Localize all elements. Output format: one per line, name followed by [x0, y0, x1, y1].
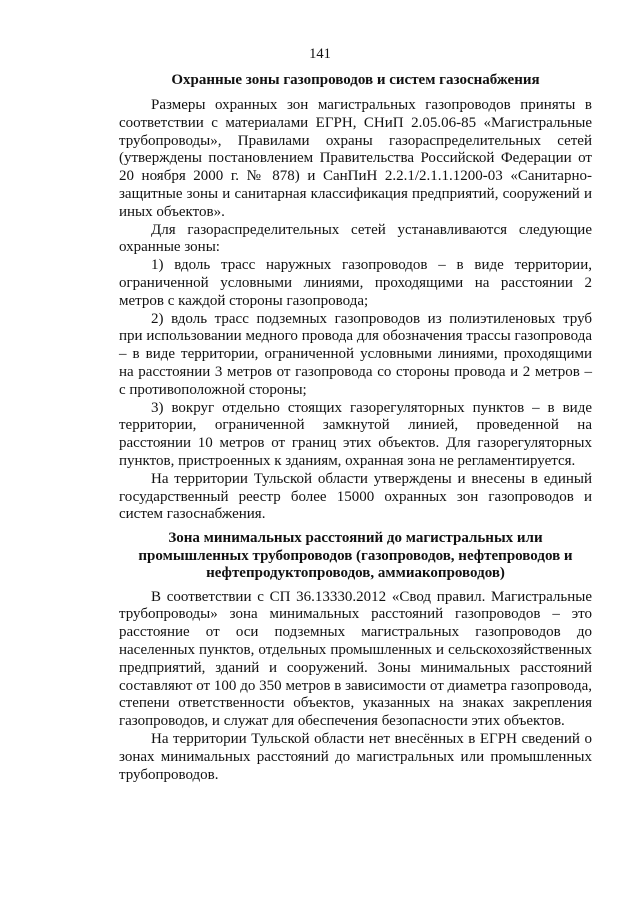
- list-item-2-underground-pipelines: 2) вдоль трасс подземных газопроводов из полиэтиленовых труб при использовании медного провода для обозначения трассы газопровода – в виде территории, ограниченной условными линиями, проходящими на расстоянии 3 метров от газопровода со стороны провода и 2 метров – с противоположной стороны;: [119, 310, 592, 398]
- list-item-1-external-pipelines: 1) вдоль трасс наружных газопроводов – в виде территории, ограниченной условными линиями, проходящими на расстоянии 2 метров с каждой стороны газопровода;: [119, 257, 592, 309]
- paragraph-distribution-zones-intro: Для газораспределительных сетей устанавливаются следующие охранные зоны:: [119, 221, 592, 256]
- list-item-3-gas-regulator-points: 3) вокруг отдельно стоящих газорегуляторных пунктов – в виде территории, ограниченной замкнутой линией, проведенной на расстоянии 10 метров от границ этих объектов. Для газорегуляторных пунктов, пристроенных к зданиям, охранная зона не регламентируется.: [119, 399, 592, 469]
- page-number: 141: [309, 46, 331, 62]
- section-heading-minimum-distance-zone: Зона минимальных расстояний до магистральных или промышленных трубопроводов (газопроводов, нефтепроводов и нефтепродуктопроводов, аммиакопроводов): [138, 530, 573, 582]
- paragraph-sp-36-definition: В соответствии с СП 36.13330.2012 «Свод правил. Магистральные трубопроводы» зона минимальных расстояний газопроводов – это расстояние от оси подземных магистральных газопроводов до населенных пунктов, отдельных промышленных и сельскохозяйственных предприятий, зданий и сооружений. Зоны минимальных расстояний составляют от 100 до 350 метров в зависимости от диаметра газопровода, степени ответственности объектов, указанных на знаках закрепления газопроводов, и служат для обеспечения безопасности этих объектов.: [119, 588, 592, 730]
- section-heading-gas-protection-zones: Охранные зоны газопроводов и систем газоснабжения: [171, 72, 540, 88]
- paragraph-tula-registry: На территории Тульской области утверждены и внесены в единый государственный реестр более 15000 охранных зон газопроводов и систем газоснабжения.: [119, 470, 592, 523]
- paragraph-zone-sizes: Размеры охранных зон магистральных газопроводов приняты в соответствии с материалами ЕГРН, СНиП 2.05.06-85 «Магистральные трубопроводы», Правилами охраны газораспределительных сетей (утверждены постановлением Правительства Российской Федерации от 20 ноября 2000 г. № 878) и СанПиН 2.2.1/2.1.1.1200-03 «Санитарно-защитные зоны и санитарная классификация предприятий, сооружений и иных объектов».: [119, 97, 592, 220]
- paragraph-tula-no-records: На территории Тульской области нет внесённых в ЕГРН сведений о зонах минимальных расстояний до магистральных или промышленных трубопроводов.: [119, 731, 592, 783]
- page-content: [119, 71, 592, 784]
